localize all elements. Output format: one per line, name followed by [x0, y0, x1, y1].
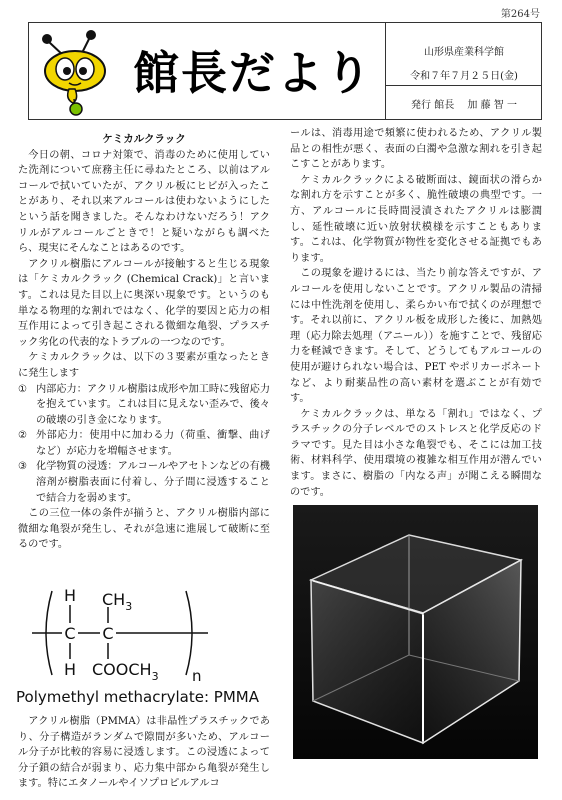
formula-subscript-n: n: [192, 667, 202, 683]
paragraph: アクリル樹脂（PMMA）は非晶性プラスチックであり、分子構造がランダムで隙間が多いため、アルコール分子が比較的容易に浸透します。この浸透によって分子鎖の結合が弱まり、応力集中部から亀裂が発生します。特にエタノールやイソプロピルアルコ: [18, 716, 270, 790]
acrylic-cube-photo: [293, 505, 538, 759]
newsletter-header: [28, 22, 542, 120]
issue-number: 第264号: [500, 9, 540, 20]
paragraph: 今日の朝、コロナ対策で、消毒のために使用していた洗剤について庶務主任に尋ねたところ、以前はアルコールで拭いていたが、アクリル板にヒビが入ったことがあり、それ以来アルコールは使わないようにしたという話を聞きました。そんなわけないだろう！アクリルがアルコールごときで！と疑いながらも調べたら、現実にそんなことはあるのです。: [18, 149, 270, 255]
list-marker: ①: [18, 383, 28, 395]
list-item: [18, 382, 270, 429]
list-text: 内部応力：アクリル樹脂は成形や加工時に残留応力を抱えています。これは目に見えない歪みで、後々の破壊の引き金になります。: [36, 383, 271, 426]
publisher: 発行 館長 加 藤 智 一: [411, 100, 517, 111]
formula-h-top: H: [63, 586, 77, 605]
formula-c-left: C: [64, 624, 76, 643]
formula-ch3: [102, 590, 132, 613]
paragraph: この現象を避けるには、当たり前な答えですが、アルコールを使用しないことです。アクリル製品の清掃には中性洗剤を使用し、柔らかい布で拭くのが理想です。それ以前に、アクリル板を成形した後に、加熱処理（応力除去処理（アニール））を施すことで、残留応力を軽減できます。そして、どうしてもアルコールの使用が避けられない場合は、PET やポリカーボネートなど、より耐薬品性の高い素材を選ぶことが有効です。: [290, 268, 542, 405]
paragraph: ケミカルクラックは、以下の３要素が重なったときに発生します: [18, 352, 270, 379]
formula-cooch-sub: 3: [151, 670, 159, 683]
formula-cooch-main: COOCH: [92, 660, 152, 679]
publish-date: 令和７年７月２５日(金): [410, 71, 518, 82]
newsletter-title: 館長だより: [133, 46, 373, 100]
list-text: 化学物質の浸透：アルコールやアセトンなどの有機溶剤が樹脂表面に付着し、分子間に浸透することで結合力を弱めます。: [36, 461, 270, 504]
formula-cooch3: [92, 660, 159, 683]
paragraph: ケミカルクラックによる破断面は、鏡面状の滑らかな割れ方を示すことが多く、脆性破壊の典型です。一方、アルコールに長時間浸漬されたアクリルは膨潤し、延性破壊に近い放射状模様を示すこともあります。これは、化学物質が物性を変化させる証拠でもあります。: [290, 174, 542, 264]
formula-c-right: C: [102, 624, 114, 643]
paragraph: ケミカルクラックは、単なる「割れ」ではなく、プラスチックの分子レベルでのストレスと化学反応のドラマです。見た目は小さな亀裂でも、そこには加工技術、材料科学、使用環境の複雑な相互作用が潜んでいます。まさに、樹脂の「内なる声」が聞こえる瞬間なのです。: [290, 408, 542, 498]
paragraph: ールは、消毒用途で頻繁に使われるため、アクリル製品との相性が悪く、表面の白濁や急激な割れを引き起こすことがあります。: [290, 128, 542, 171]
list-marker: ③: [18, 461, 28, 473]
formula-ch3-sub: 3: [125, 600, 133, 613]
pmma-structural-formula: [22, 583, 222, 683]
bee-mascot-logo: [35, 27, 127, 117]
list-text: 外部応力：使用中に加わる力（荷重、衝撃、曲げなど）が応力を増幅させます。: [36, 430, 270, 457]
formula-ch3-main: CH: [102, 590, 126, 609]
header-info-divider: [386, 85, 542, 86]
formula-h-bottom: H: [63, 660, 77, 679]
list-marker: ②: [18, 430, 28, 442]
article-column-left-bottom: [18, 714, 270, 792]
article-column-left: [18, 132, 270, 553]
list-item: [18, 428, 270, 459]
formula-caption: Polymethyl methacrylate: PMMA: [16, 688, 259, 706]
paragraph: この三位一体の条件が揃うと、アクリル樹脂内部に微細な亀裂が発生し、それが急速に進展して破断に至るのです。: [18, 508, 270, 551]
article-column-right: [290, 126, 542, 500]
article-title: ケミカルクラック: [102, 133, 186, 145]
paragraph: アクリル樹脂にアルコールが接触すると生じる現象は「ケミカルクラック (Chemical Crack)」と言います。これは見た目以上に奥深い現象です。というのも単なる物理的な割れではなく、化学的要因と応力の相互作用によって引き起こされる微細な亀裂、プラスチック劣化の代表的なトラブルの一つなのです。: [18, 258, 270, 348]
museum-name: 山形県産業科学館: [424, 47, 504, 58]
list-item: [18, 459, 270, 506]
header-info: [386, 23, 542, 119]
